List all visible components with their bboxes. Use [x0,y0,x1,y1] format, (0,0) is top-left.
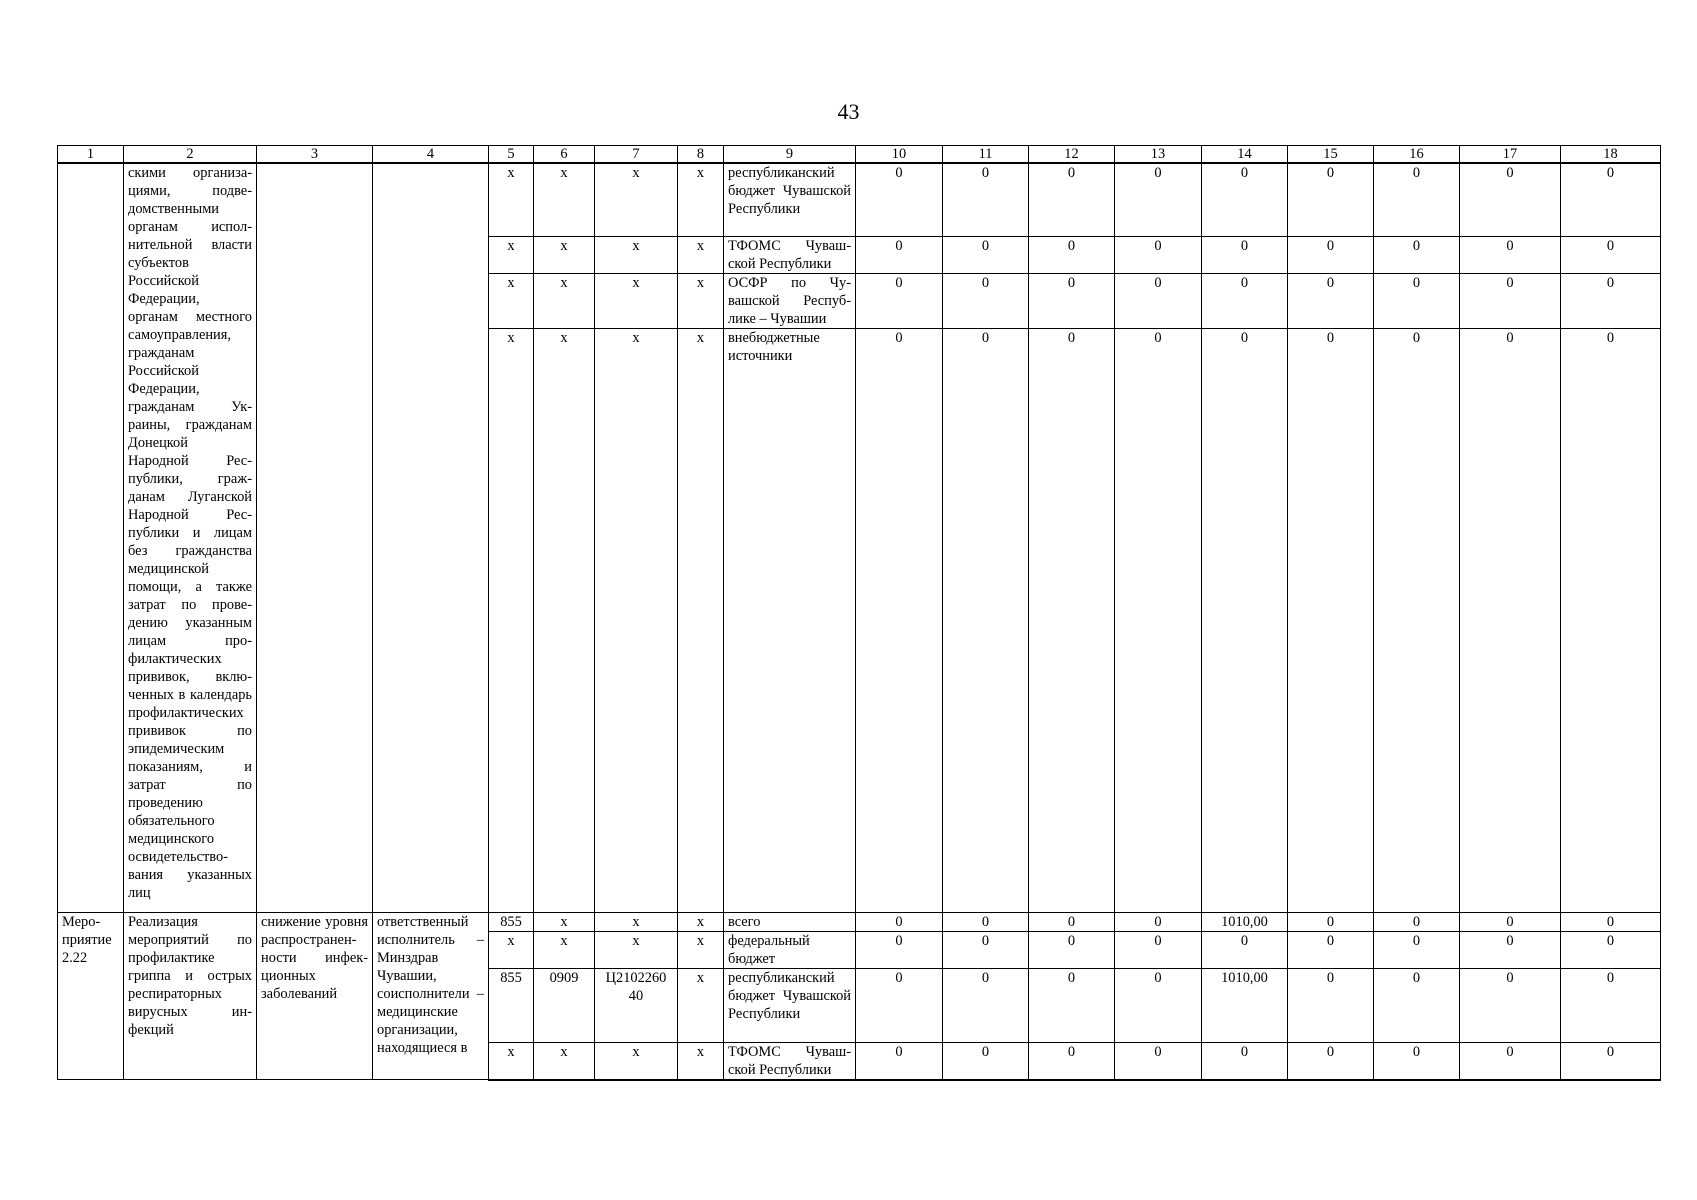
cell-section: х [534,273,595,328]
value-cell: 0 [1115,1042,1202,1080]
header-cell: 11 [943,146,1029,164]
value-cell: 0 [1561,273,1661,328]
header-cell: 15 [1288,146,1374,164]
value-cell: 0 [1460,1042,1561,1080]
value-cell: 0 [1115,931,1202,968]
cell-col4 [373,163,489,912]
value-cell: 0 [943,163,1029,236]
value-cell: 0 [943,273,1029,328]
value-cell: 0 [1288,1042,1374,1080]
header-cell: 9 [724,146,856,164]
header-cell: 3 [257,146,373,164]
header-cell: 6 [534,146,595,164]
value-cell: 0 [1029,912,1115,931]
activity-description: скими организациями, подведомственными органам исполнительной власти субъектов Российской Федерации, органам местного самоуправления, гражданам Российской Федерации, гражданам Украины, гражданам Донецкой Народной Республики, гражданам Луганской Народной Республики и лицам без гражданства медицинской помощи, а также затрат по проведению указанным лицам профилактических прививок, включенных в календарь профилактических прививок по эпидемическим показаниям, и затрат по проведению обязательного медицинского освидетельствования указанных лиц [124,163,257,912]
value-cell: 0 [1460,968,1561,1042]
value-cell: 0 [1029,328,1115,912]
value-cell: 0 [1288,968,1374,1042]
funding-source: ОСФР по Чувашской Республике – Чувашии [724,273,856,328]
cell-expense-group: х [678,1042,724,1080]
value-cell: 0 [1115,236,1202,273]
cell-section: х [534,931,595,968]
cell-grbs: х [489,163,534,236]
cell-target-article: х [595,273,678,328]
funding-source: всего [724,912,856,931]
funding-source: ТФОМС Чувашской Республики [724,236,856,273]
value-cell: 0 [1561,931,1661,968]
value-cell: 0 [1288,273,1374,328]
value-cell: 0 [1374,163,1460,236]
value-cell: 0 [1561,912,1661,931]
value-cell: 0 [1460,328,1561,912]
budget-table [57,145,1661,1081]
value-cell: 0 [1460,273,1561,328]
cell-expense-group: х [678,273,724,328]
value-cell: 0 [1115,328,1202,912]
value-cell: 0 [1288,931,1374,968]
funding-source: республиканский бюджет Чувашской Республики [724,163,856,236]
value-cell: 0 [1115,273,1202,328]
cell-expense-group: х [678,968,724,1042]
cell-grbs: 855 [489,968,534,1042]
funding-source: республиканский бюджет Чувашской Республики [724,968,856,1042]
cell-target-article: х [595,912,678,931]
header-cell: 7 [595,146,678,164]
cell-target-article: х [595,1042,678,1080]
value-cell: 0 [856,236,943,273]
header-cell: 1 [58,146,124,164]
value-cell: 0 [1202,931,1288,968]
value-cell: 0 [1115,968,1202,1042]
table-row [58,163,1661,236]
value-cell: 0 [1460,912,1561,931]
value-cell: 0 [1374,273,1460,328]
responsible-executor: ответственный исполнитель – Минздрав Чувашии, соисполнители – медицинские организации, находящиеся в [373,912,489,1080]
cell-grbs: х [489,236,534,273]
header-cell: 2 [124,146,257,164]
value-cell: 0 [856,273,943,328]
value-cell: 0 [943,931,1029,968]
value-cell: 0 [1374,236,1460,273]
cell-target-article: х [595,931,678,968]
value-cell: 0 [1202,163,1288,236]
value-cell: 0 [943,968,1029,1042]
header-cell: 13 [1115,146,1202,164]
header-cell: 4 [373,146,489,164]
value-cell: 0 [1561,1042,1661,1080]
value-cell: 0 [1374,328,1460,912]
activity-description: Реализация мероприятий по профилактике гриппа и острых респираторных вирусных инфекций [124,912,257,1080]
header-row [58,146,1661,164]
value-cell: 0 [1115,163,1202,236]
cell-target-article: х [595,236,678,273]
header-cell: 14 [1202,146,1288,164]
value-cell: 0 [1029,236,1115,273]
value-cell: 0 [856,328,943,912]
value-cell: 0 [1029,163,1115,236]
cell-grbs: х [489,931,534,968]
value-cell: 0 [1288,236,1374,273]
value-cell: 0 [856,1042,943,1080]
value-cell: 0 [1029,1042,1115,1080]
cell-section: х [534,236,595,273]
cell-grbs: х [489,328,534,912]
value-cell: 0 [1288,163,1374,236]
value-cell: 0 [1029,273,1115,328]
page-number: 43 [837,99,860,124]
funding-source: федеральный бюджет [724,931,856,968]
value-cell: 0 [943,328,1029,912]
value-cell: 0 [856,968,943,1042]
value-cell: 0 [943,912,1029,931]
value-cell: 0 [856,912,943,931]
value-cell: 0 [856,931,943,968]
header-cell: 5 [489,146,534,164]
header-cell: 18 [1561,146,1661,164]
value-cell: 1010,00 [1202,912,1288,931]
value-cell: 0 [1029,931,1115,968]
value-cell: 0 [943,236,1029,273]
value-cell: 0 [1561,328,1661,912]
value-cell: 0 [1288,328,1374,912]
value-cell: 0 [1460,236,1561,273]
cell-target-article: Ц2102260 40 [595,968,678,1042]
cell-expense-group: х [678,236,724,273]
cell-expense-group: х [678,931,724,968]
value-cell: 0 [1202,273,1288,328]
value-cell: 0 [1202,1042,1288,1080]
header-cell: 10 [856,146,943,164]
value-cell: 1010,00 [1202,968,1288,1042]
activity-number: Мероприятие 2.22 [58,912,124,1080]
funding-source: внебюджетные источники [724,328,856,912]
cell-col3 [257,163,373,912]
cell-target-article: х [595,163,678,236]
cell-expense-group: х [678,163,724,236]
value-cell: 0 [1561,968,1661,1042]
value-cell: 0 [1374,931,1460,968]
table-row [58,912,1661,931]
value-cell: 0 [1460,163,1561,236]
cell-section: х [534,912,595,931]
cell-expense-group: х [678,328,724,912]
cell-grbs: х [489,273,534,328]
header-cell: 17 [1460,146,1561,164]
cell-section: 0909 [534,968,595,1042]
value-cell: 0 [1029,968,1115,1042]
header-cell: 16 [1374,146,1460,164]
cell-section: х [534,328,595,912]
value-cell: 0 [1202,328,1288,912]
value-cell: 0 [1561,236,1661,273]
cell-grbs: 855 [489,912,534,931]
value-cell: 0 [1561,163,1661,236]
cell-target-article: х [595,328,678,912]
cell-section: х [534,1042,595,1080]
value-cell: 0 [1374,912,1460,931]
expected-result: снижение уровня распространенности инфекционных заболеваний [257,912,373,1080]
header-cell: 12 [1029,146,1115,164]
funding-source: ТФОМС Чувашской Республики [724,1042,856,1080]
value-cell: 0 [1202,236,1288,273]
value-cell: 0 [1374,968,1460,1042]
value-cell: 0 [1460,931,1561,968]
value-cell: 0 [1288,912,1374,931]
value-cell: 0 [1115,912,1202,931]
value-cell: 0 [1374,1042,1460,1080]
value-cell: 0 [943,1042,1029,1080]
cell-section: х [534,163,595,236]
cell-col1 [58,163,124,912]
value-cell: 0 [856,163,943,236]
cell-grbs: х [489,1042,534,1080]
header-cell: 8 [678,146,724,164]
cell-expense-group: х [678,912,724,931]
